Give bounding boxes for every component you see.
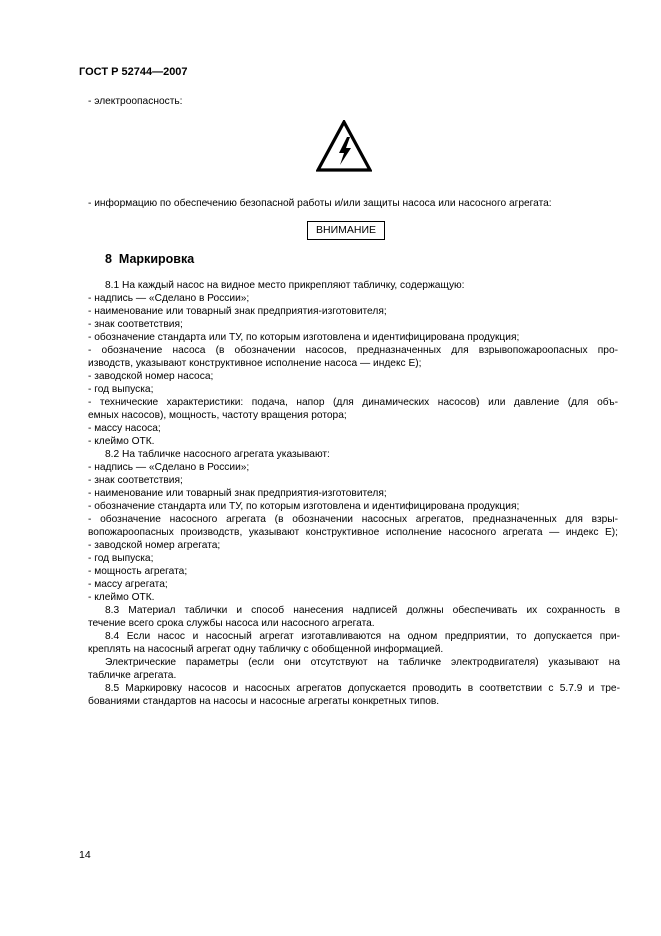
text-line: - мощность агрегата; xyxy=(88,566,188,577)
section-heading xyxy=(105,252,194,266)
text-line: - знак соответствия; xyxy=(88,319,183,330)
text-line: - год выпуска; xyxy=(88,384,154,395)
text-line: - обозначение стандарта или ТУ, по которым изготовлена и идентифицирована продукция; xyxy=(88,332,520,343)
text-line: - обозначение стандарта или ТУ, по которым изготовлена и идентифицирована продукция; xyxy=(88,501,520,512)
text-line: емных насосов), мощность, частоту вращения ротора; xyxy=(88,410,347,421)
text-line: 8.2 На табличке насосного агрегата указывают: xyxy=(105,449,330,460)
text-line: 8.4 Если насос и насосный агрегат изготавливаются на одном предприятии, то допускается при- xyxy=(105,631,620,642)
text-line: 8.1 На каждый насос на видное место прикрепляют табличку, содержащую: xyxy=(105,280,465,291)
text-line: - наименование или товарный знак предприятия-изготовителя; xyxy=(88,306,387,317)
text-line: - клеймо ОТК. xyxy=(88,592,155,603)
text-line: вопожароопасных производств, указывают конструктивное исполнение насосного агрегата — индекс Е); xyxy=(88,527,618,538)
text-line: - обозначение насоса (в обозначении насосов, предназначенных для взрывопожароопасных про- xyxy=(88,345,618,356)
text-line: - клеймо ОТК. xyxy=(88,436,155,447)
text-line: 8.5 Маркировку насосов и насосных агрегатов допускается проводить в соответствии с 5.7.9 и тре- xyxy=(105,683,620,694)
text-line: - год выпуска; xyxy=(88,553,154,564)
text-line: - технические характеристики: подача, напор (для динамических насосов) или давление (для объ- xyxy=(88,397,618,408)
text-line: креплять на насосный агрегат одну табличку с обобщенной информацией. xyxy=(88,644,444,655)
text-line: табличке агрегата. xyxy=(88,670,177,681)
text-line: - заводской номер агрегата; xyxy=(88,540,221,551)
document-header: ГОСТ Р 52744—2007 xyxy=(79,66,188,78)
text-line: - массу агрегата; xyxy=(88,579,168,590)
text-line: течение всего срока службы насоса или насосного агрегата. xyxy=(88,618,375,629)
text-line: - надпись — «Сделано в России»; xyxy=(88,293,250,304)
hazard-label: - электроопасность: xyxy=(88,96,183,107)
text-line: изводств, указывают конструктивное исполнение насоса — индекс Е); xyxy=(88,358,422,369)
text-line: - знак соответствия; xyxy=(88,475,183,486)
safety-info-text: - информацию по обеспечению безопасной работы и/или защиты насоса или насосного агрегата: xyxy=(88,198,552,209)
electrical-hazard-icon xyxy=(316,120,372,172)
page-number: 14 xyxy=(79,849,91,861)
section-title: Маркировка xyxy=(118,252,195,266)
text-line: 8.3 Материал таблички и способ нанесения надписей должны обеспечивать их сохранность в xyxy=(105,605,620,616)
section-number: 8 xyxy=(105,252,112,266)
text-line: - массу насоса; xyxy=(88,423,161,434)
text-line: - надпись — «Сделано в России»; xyxy=(88,462,250,473)
text-line: - обозначение насосного агрегата (в обозначении насосных агрегатов, предназначенных для взры- xyxy=(88,514,618,525)
text-line: - наименование или товарный знак предприятия-изготовителя; xyxy=(88,488,387,499)
text-line: бованиями стандартов на насосы и насосные агрегаты конкретных типов. xyxy=(88,696,440,707)
notice-box: ВНИМАНИЕ xyxy=(307,221,385,240)
text-line: - заводской номер насоса; xyxy=(88,371,214,382)
text-line: Электрические параметры (если они отсутствуют на табличке электродвигателя) указывают на xyxy=(105,657,620,668)
